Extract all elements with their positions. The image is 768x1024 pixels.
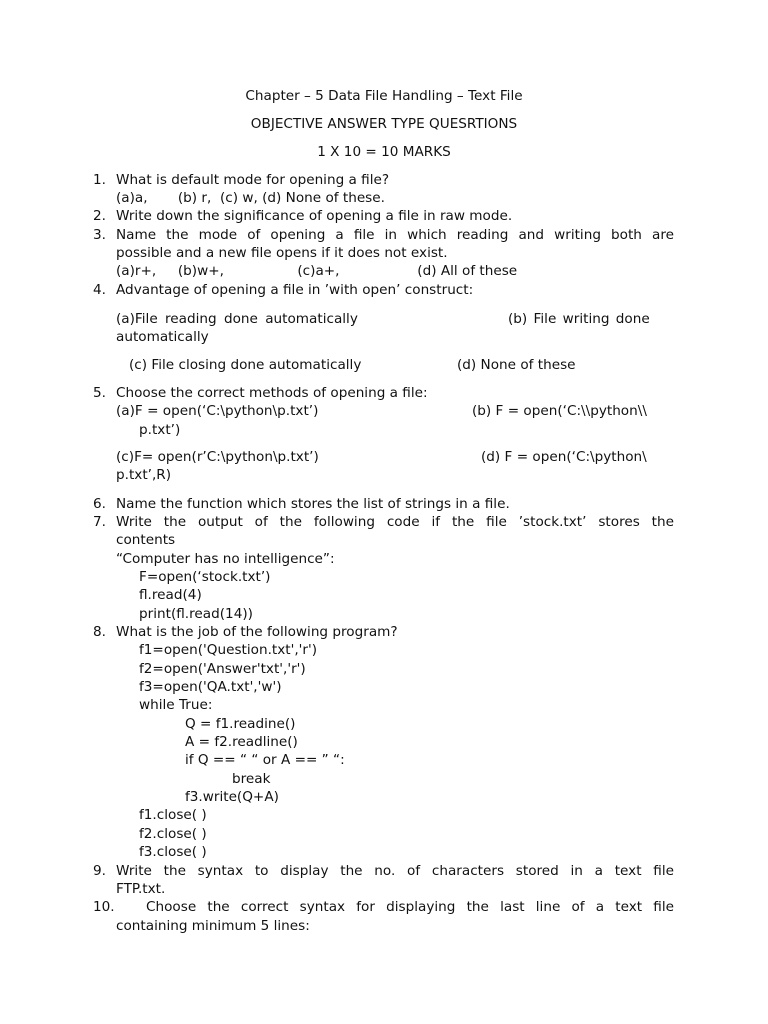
answer-option-c: (c) File closing done automatically bbox=[129, 357, 362, 373]
code-line: if Q == “ “ or A == ” “: bbox=[185, 752, 345, 768]
answer-option-b-cont: p.txt’) bbox=[139, 422, 181, 438]
question-text: FTP.txt. bbox=[116, 881, 166, 897]
question-text: Choose the correct methods of opening a file: bbox=[116, 385, 428, 401]
question-text: Write the output of the following code if the file ’stock.txt’ stores the bbox=[116, 514, 674, 530]
question-number: 10. bbox=[93, 899, 115, 915]
answer-option-b: (b) File writing done bbox=[508, 311, 650, 327]
answer-option-c: (c)F= open(r’C:\python\p.txt’) bbox=[116, 449, 319, 465]
question-text: Choose the correct syntax for displaying the last line of a text file bbox=[146, 899, 674, 915]
question-text: Advantage of opening a file in ’with open’ construct: bbox=[116, 282, 474, 298]
answer-options: (a)a, (b) r, (c) w, (d) None of these. bbox=[116, 190, 385, 206]
question-number: 8. bbox=[93, 624, 106, 640]
question-text: contents bbox=[116, 532, 176, 548]
question-text: Name the function which stores the list of strings in a file. bbox=[116, 496, 510, 512]
question-number: 5. bbox=[93, 385, 106, 401]
question-text: Write down the significance of opening a file in raw mode. bbox=[116, 208, 513, 224]
question-text: possible and a new file opens if it does not exist. bbox=[116, 245, 448, 261]
code-line: f2.close( ) bbox=[139, 826, 207, 842]
question-number: 3. bbox=[93, 227, 106, 243]
code-line: A = f2.readline() bbox=[185, 734, 298, 750]
code-line: F=open(‘stock.txt’) bbox=[139, 569, 271, 585]
question-number: 9. bbox=[93, 863, 106, 879]
code-line: break bbox=[232, 771, 271, 787]
question-number: 7. bbox=[93, 514, 106, 530]
code-line: while True: bbox=[139, 697, 213, 713]
code-line: fl.read(4) bbox=[139, 587, 202, 603]
question-number: 2. bbox=[93, 208, 106, 224]
code-line: f3.write(Q+A) bbox=[185, 789, 279, 805]
code-line: print(fl.read(14)) bbox=[139, 606, 253, 622]
answer-option-d-cont: p.txt’,R) bbox=[116, 467, 172, 483]
code-line: f1.close( ) bbox=[139, 807, 207, 823]
answer-option-b: (b) F = open(‘C:\\python\\ bbox=[472, 403, 647, 419]
marks-line: 1 X 10 = 10 MARKS bbox=[317, 144, 451, 160]
document-subtitle: OBJECTIVE ANSWER TYPE QUESRTIONS bbox=[250, 116, 518, 132]
code-line: f3.close( ) bbox=[139, 844, 207, 860]
question-text: What is default mode for opening a file? bbox=[116, 172, 390, 188]
code-line: f1=open('Question.txt','r') bbox=[139, 642, 318, 658]
document-title: Chapter – 5 Data File Handling – Text File bbox=[245, 88, 523, 104]
question-number: 4. bbox=[93, 282, 106, 298]
question-text: containing minimum 5 lines: bbox=[116, 918, 310, 934]
answer-option-a: (a)F = open(‘C:\python\p.txt’) bbox=[116, 403, 319, 419]
answer-options: (a)r+, (b)w+, (c)a+, (d) All of these bbox=[116, 263, 518, 279]
answer-option-a: (a)File reading done automatically bbox=[116, 311, 358, 327]
question-number: 6. bbox=[93, 496, 106, 512]
question-text: Name the mode of opening a file in which reading and writing both are bbox=[116, 227, 674, 243]
code-line: f2=open('Answer'txt','r') bbox=[139, 661, 306, 677]
code-line: Q = f1.readine() bbox=[185, 716, 296, 732]
quoted-content: “Computer has no intelligence”: bbox=[116, 551, 335, 567]
question-text: What is the job of the following program? bbox=[116, 624, 398, 640]
question-number: 1. bbox=[93, 172, 106, 188]
question-text: Write the syntax to display the no. of characters stored in a text file bbox=[116, 863, 674, 879]
answer-option-d: (d) F = open(‘C:\python\ bbox=[481, 449, 647, 465]
code-line: f3=open('QA.txt','w') bbox=[139, 679, 282, 695]
answer-option-b-cont: automatically bbox=[116, 329, 209, 345]
answer-option-d: (d) None of these bbox=[457, 357, 576, 373]
